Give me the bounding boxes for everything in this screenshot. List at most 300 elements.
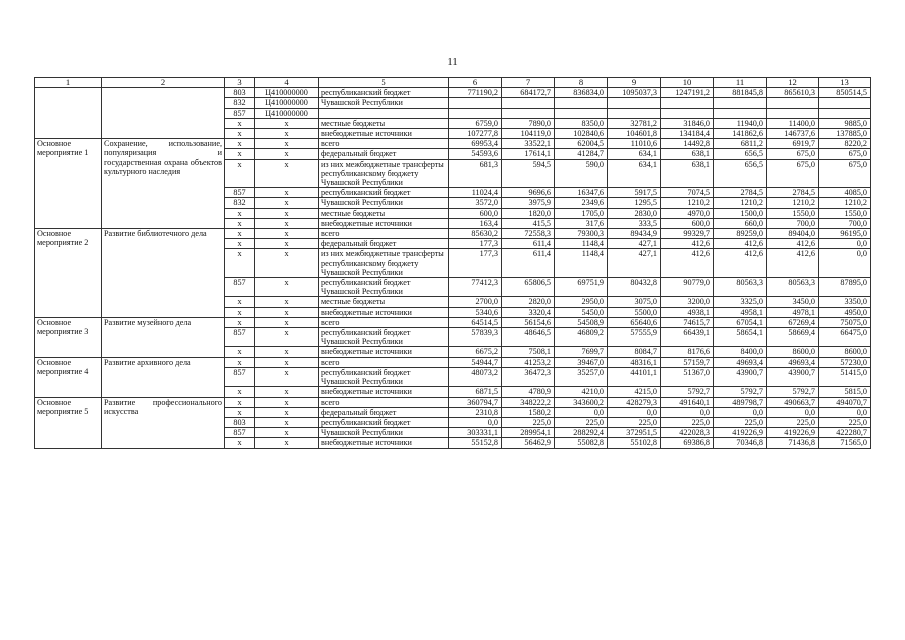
value-cell: 102840,6 xyxy=(555,129,608,139)
event-name-cell: Основное мероприятие 2 xyxy=(35,229,102,318)
code-cell: x xyxy=(225,229,255,239)
value-cell: 56462,9 xyxy=(502,438,555,448)
value-cell: 163,4 xyxy=(449,218,502,228)
classification-cell: x xyxy=(255,307,319,317)
value-cell: 700,0 xyxy=(767,218,819,228)
funding-source-cell: внебюджетные источники xyxy=(319,387,449,397)
value-cell: 1500,0 xyxy=(714,208,767,218)
value-cell: 2784,5 xyxy=(767,188,819,198)
code-cell: 803 xyxy=(225,88,255,98)
value-cell: 317,6 xyxy=(555,218,608,228)
funding-source-cell: всего xyxy=(319,229,449,239)
code-cell: x xyxy=(225,139,255,149)
value-cell: 64514,5 xyxy=(449,317,502,327)
value-cell: 225,0 xyxy=(555,417,608,427)
header-cell-10: 10 xyxy=(661,78,714,88)
funding-source-cell: из них межбюджетные трансферты республиканскому бюджету Чувашской Республики xyxy=(319,249,449,278)
header-cell-2: 2 xyxy=(102,78,225,88)
code-cell: 857 xyxy=(225,188,255,198)
value-cell: 77412,3 xyxy=(449,278,502,297)
value-cell: 74615,7 xyxy=(661,317,714,327)
value-cell: 675,0 xyxy=(767,159,819,188)
funding-source-cell: всего xyxy=(319,357,449,367)
value-cell: 6675,2 xyxy=(449,347,502,357)
event-name-cell: Основное мероприятие 4 xyxy=(35,357,102,397)
value-cell: 41284,7 xyxy=(555,149,608,159)
value-cell: 80563,3 xyxy=(767,278,819,297)
value-cell: 66475,0 xyxy=(819,328,871,347)
value-cell: 4780,9 xyxy=(502,387,555,397)
value-cell: 289954,1 xyxy=(502,428,555,438)
classification-cell: x xyxy=(255,239,319,249)
value-cell: 89434,9 xyxy=(608,229,661,239)
value-cell: 3320,4 xyxy=(502,307,555,317)
funding-source-cell: республиканский бюджет xyxy=(319,417,449,427)
value-cell: 5792,7 xyxy=(767,387,819,397)
funding-source-cell: внебюджетные источники xyxy=(319,307,449,317)
value-cell: 8176,6 xyxy=(661,347,714,357)
code-cell: 832 xyxy=(225,198,255,208)
value-cell: 422280,7 xyxy=(819,428,871,438)
classification-cell: x xyxy=(255,438,319,448)
funding-source-cell: местные бюджеты xyxy=(319,297,449,307)
value-cell xyxy=(661,98,714,108)
value-cell: 3325,0 xyxy=(714,297,767,307)
value-cell: 1247191,2 xyxy=(661,88,714,98)
code-cell: x xyxy=(225,249,255,278)
value-cell: 0,0 xyxy=(449,417,502,427)
classification-cell: x xyxy=(255,428,319,438)
event-name-cell: Основное мероприятие 3 xyxy=(35,317,102,357)
value-cell: 412,6 xyxy=(767,239,819,249)
classification-cell: x xyxy=(255,218,319,228)
value-cell: 634,1 xyxy=(608,159,661,188)
value-cell: 62004,5 xyxy=(555,139,608,149)
value-cell: 14492,8 xyxy=(661,139,714,149)
header-cell-3: 3 xyxy=(225,78,255,88)
code-cell: x xyxy=(225,438,255,448)
funding-source-cell: федеральный бюджет xyxy=(319,407,449,417)
value-cell: 491640,1 xyxy=(661,397,714,407)
value-cell: 684172,7 xyxy=(502,88,555,98)
value-cell: 43900,7 xyxy=(767,367,819,386)
value-cell: 87895,0 xyxy=(819,278,871,297)
value-cell: 55152,8 xyxy=(449,438,502,448)
header-cell-5: 5 xyxy=(319,78,449,88)
value-cell: 343600,2 xyxy=(555,397,608,407)
value-cell: 6871,5 xyxy=(449,387,502,397)
value-cell: 8400,0 xyxy=(714,347,767,357)
code-cell: x xyxy=(225,387,255,397)
value-cell: 57159,7 xyxy=(661,357,714,367)
value-cell: 412,6 xyxy=(661,239,714,249)
value-cell: 4978,1 xyxy=(767,307,819,317)
value-cell: 419226,9 xyxy=(714,428,767,438)
value-cell: 1550,0 xyxy=(819,208,871,218)
funding-source-cell: внебюджетные источники xyxy=(319,347,449,357)
value-cell: 65806,5 xyxy=(502,278,555,297)
value-cell xyxy=(608,98,661,108)
value-cell: 57555,9 xyxy=(608,328,661,347)
value-cell xyxy=(819,108,871,118)
value-cell: 4210,0 xyxy=(555,387,608,397)
value-cell: 0,0 xyxy=(819,239,871,249)
value-cell: 7699,7 xyxy=(555,347,608,357)
event-description-cell: Развитие музейного дела xyxy=(102,317,225,357)
value-cell: 57839,3 xyxy=(449,328,502,347)
value-cell: 146737,6 xyxy=(767,129,819,139)
value-cell: 348222,2 xyxy=(502,397,555,407)
value-cell: 51415,0 xyxy=(819,367,871,386)
header-cell-6: 6 xyxy=(449,78,502,88)
classification-cell: x xyxy=(255,367,319,386)
value-cell: 104119,0 xyxy=(502,129,555,139)
value-cell: 836834,0 xyxy=(555,88,608,98)
value-cell: 5340,6 xyxy=(449,307,502,317)
value-cell: 490663,7 xyxy=(767,397,819,407)
value-cell: 6759,0 xyxy=(449,118,502,128)
value-cell: 177,3 xyxy=(449,239,502,249)
value-cell xyxy=(819,98,871,108)
event-name-cell: Основное мероприятие 5 xyxy=(35,397,102,448)
value-cell: 85630,2 xyxy=(449,229,502,239)
value-cell: 660,0 xyxy=(714,218,767,228)
code-cell: x xyxy=(225,407,255,417)
value-cell: 225,0 xyxy=(819,417,871,427)
value-cell: 422028,3 xyxy=(661,428,714,438)
classification-cell: Ц410000000 xyxy=(255,88,319,98)
classification-cell: x xyxy=(255,387,319,397)
code-cell: x xyxy=(225,118,255,128)
code-cell: x xyxy=(225,159,255,188)
value-cell: 590,0 xyxy=(555,159,608,188)
value-cell: 71565,0 xyxy=(819,438,871,448)
value-cell: 1148,4 xyxy=(555,239,608,249)
code-cell: 857 xyxy=(225,428,255,438)
header-cell-1: 1 xyxy=(35,78,102,88)
budget-table xyxy=(34,77,871,449)
value-cell: 225,0 xyxy=(502,417,555,427)
value-cell: 3450,0 xyxy=(767,297,819,307)
value-cell: 31846,0 xyxy=(661,118,714,128)
value-cell xyxy=(608,108,661,118)
value-cell: 6811,2 xyxy=(714,139,767,149)
value-cell: 8350,0 xyxy=(555,118,608,128)
value-cell: 99329,7 xyxy=(661,229,714,239)
table-row xyxy=(35,397,871,407)
value-cell xyxy=(661,108,714,118)
value-cell: 69386,8 xyxy=(661,438,714,448)
event-name-cell xyxy=(35,88,102,139)
value-cell: 2950,0 xyxy=(555,297,608,307)
value-cell: 412,6 xyxy=(714,239,767,249)
table-row xyxy=(35,357,871,367)
header-cell-11: 11 xyxy=(714,78,767,88)
event-description-cell: Развитие архивного дела xyxy=(102,357,225,397)
header-cell-7: 7 xyxy=(502,78,555,88)
value-cell: 67054,1 xyxy=(714,317,767,327)
value-cell: 4970,0 xyxy=(661,208,714,218)
value-cell: 8220,2 xyxy=(819,139,871,149)
value-cell: 46809,2 xyxy=(555,328,608,347)
value-cell: 90779,0 xyxy=(661,278,714,297)
value-cell: 681,3 xyxy=(449,159,502,188)
funding-source-cell xyxy=(319,108,449,118)
value-cell: 611,4 xyxy=(502,249,555,278)
value-cell xyxy=(714,98,767,108)
value-cell: 288292,4 xyxy=(555,428,608,438)
value-cell: 700,0 xyxy=(819,218,871,228)
table-row xyxy=(35,139,871,149)
value-cell: 72558,3 xyxy=(502,229,555,239)
value-cell: 5500,0 xyxy=(608,307,661,317)
value-cell: 8600,0 xyxy=(819,347,871,357)
classification-cell: x xyxy=(255,407,319,417)
value-cell: 638,1 xyxy=(661,149,714,159)
funding-source-cell: Чувашской Республики xyxy=(319,428,449,438)
code-cell: x xyxy=(225,397,255,407)
value-cell: 89259,0 xyxy=(714,229,767,239)
funding-source-cell: республиканский бюджет Чувашской Республики xyxy=(319,328,449,347)
event-description-cell: Сохранение, использование, популяризация и государственная охрана объектов культурного наследия xyxy=(102,139,225,229)
classification-cell: x xyxy=(255,397,319,407)
value-cell: 4958,1 xyxy=(714,307,767,317)
value-cell: 107277,8 xyxy=(449,129,502,139)
funding-source-cell: Чувашской Республики xyxy=(319,198,449,208)
page-number: 11 xyxy=(447,56,458,68)
funding-source-cell: из них межбюджетные трансферты республиканскому бюджету Чувашской Республики xyxy=(319,159,449,188)
value-cell: 771190,2 xyxy=(449,88,502,98)
funding-source-cell: республиканский бюджет xyxy=(319,188,449,198)
value-cell: 44101,1 xyxy=(608,367,661,386)
value-cell: 427,1 xyxy=(608,239,661,249)
code-cell: x xyxy=(225,357,255,367)
value-cell: 71436,8 xyxy=(767,438,819,448)
value-cell: 80432,8 xyxy=(608,278,661,297)
code-cell: x xyxy=(225,297,255,307)
funding-source-cell: внебюджетные источники xyxy=(319,218,449,228)
value-cell: 3350,0 xyxy=(819,297,871,307)
value-cell: 594,5 xyxy=(502,159,555,188)
value-cell: 55082,8 xyxy=(555,438,608,448)
funding-source-cell: федеральный бюджет xyxy=(319,149,449,159)
classification-cell: x xyxy=(255,129,319,139)
value-cell: 80563,3 xyxy=(714,278,767,297)
value-cell: 0,0 xyxy=(819,249,871,278)
value-cell: 1210,2 xyxy=(819,198,871,208)
value-cell xyxy=(767,98,819,108)
value-cell: 1820,0 xyxy=(502,208,555,218)
value-cell: 303331,1 xyxy=(449,428,502,438)
table-row xyxy=(35,317,871,327)
value-cell: 7074,5 xyxy=(661,188,714,198)
header-cell-13: 13 xyxy=(819,78,871,88)
value-cell: 675,0 xyxy=(819,149,871,159)
value-cell: 412,6 xyxy=(661,249,714,278)
value-cell: 4085,0 xyxy=(819,188,871,198)
header-row xyxy=(35,78,871,88)
value-cell: 1295,5 xyxy=(608,198,661,208)
value-cell: 225,0 xyxy=(767,417,819,427)
code-cell: x xyxy=(225,307,255,317)
value-cell: 865610,3 xyxy=(767,88,819,98)
funding-source-cell: внебюджетные источники xyxy=(319,438,449,448)
value-cell: 0,0 xyxy=(555,407,608,417)
value-cell: 36472,3 xyxy=(502,367,555,386)
code-cell: 803 xyxy=(225,417,255,427)
value-cell: 333,5 xyxy=(608,218,661,228)
value-cell: 4950,0 xyxy=(819,307,871,317)
code-cell: x xyxy=(225,208,255,218)
classification-cell: x xyxy=(255,159,319,188)
classification-cell: Ц410000000 xyxy=(255,108,319,118)
value-cell: 2700,0 xyxy=(449,297,502,307)
value-cell xyxy=(714,108,767,118)
value-cell: 48646,5 xyxy=(502,328,555,347)
funding-source-cell: республиканский бюджет xyxy=(319,88,449,98)
value-cell: 11940,0 xyxy=(714,118,767,128)
code-cell: x xyxy=(225,149,255,159)
funding-source-cell: всего xyxy=(319,397,449,407)
header-cell-4: 4 xyxy=(255,78,319,88)
value-cell: 1210,2 xyxy=(767,198,819,208)
value-cell: 489798,7 xyxy=(714,397,767,407)
value-cell: 58654,1 xyxy=(714,328,767,347)
value-cell: 881845,8 xyxy=(714,88,767,98)
value-cell: 634,1 xyxy=(608,149,661,159)
value-cell xyxy=(555,98,608,108)
code-cell: 857 xyxy=(225,328,255,347)
classification-cell: x xyxy=(255,149,319,159)
value-cell: 11400,0 xyxy=(767,118,819,128)
value-cell: 225,0 xyxy=(608,417,661,427)
value-cell: 2820,0 xyxy=(502,297,555,307)
value-cell: 57230,0 xyxy=(819,357,871,367)
value-cell: 372951,5 xyxy=(608,428,661,438)
value-cell xyxy=(502,98,555,108)
value-cell: 3975,9 xyxy=(502,198,555,208)
value-cell: 8600,0 xyxy=(767,347,819,357)
value-cell: 43900,7 xyxy=(714,367,767,386)
value-cell: 134184,4 xyxy=(661,129,714,139)
value-cell: 3200,0 xyxy=(661,297,714,307)
value-cell: 419226,9 xyxy=(767,428,819,438)
funding-source-cell: местные бюджеты xyxy=(319,118,449,128)
value-cell: 75075,0 xyxy=(819,317,871,327)
value-cell: 49693,4 xyxy=(767,357,819,367)
value-cell: 412,6 xyxy=(714,249,767,278)
value-cell: 6919,7 xyxy=(767,139,819,149)
code-cell: x xyxy=(225,317,255,327)
value-cell: 69751,9 xyxy=(555,278,608,297)
value-cell: 104601,8 xyxy=(608,129,661,139)
classification-cell: x xyxy=(255,317,319,327)
value-cell: 56154,6 xyxy=(502,317,555,327)
classification-cell: x xyxy=(255,297,319,307)
classification-cell: x xyxy=(255,208,319,218)
value-cell xyxy=(555,108,608,118)
value-cell: 5917,5 xyxy=(608,188,661,198)
event-description-cell xyxy=(102,88,225,139)
funding-source-cell: внебюджетные источники xyxy=(319,129,449,139)
value-cell: 65640,6 xyxy=(608,317,661,327)
value-cell: 4215,0 xyxy=(608,387,661,397)
value-cell: 96195,0 xyxy=(819,229,871,239)
value-cell: 39467,0 xyxy=(555,357,608,367)
value-cell: 0,0 xyxy=(767,407,819,417)
value-cell: 5450,0 xyxy=(555,307,608,317)
value-cell: 1550,0 xyxy=(767,208,819,218)
value-cell: 850514,5 xyxy=(819,88,871,98)
value-cell: 494070,7 xyxy=(819,397,871,407)
value-cell: 41253,2 xyxy=(502,357,555,367)
value-cell: 55102,8 xyxy=(608,438,661,448)
code-cell: 857 xyxy=(225,278,255,297)
value-cell: 177,3 xyxy=(449,249,502,278)
header-cell-9: 9 xyxy=(608,78,661,88)
value-cell: 1210,2 xyxy=(714,198,767,208)
value-cell: 51367,0 xyxy=(661,367,714,386)
funding-source-cell: всего xyxy=(319,139,449,149)
value-cell: 7890,0 xyxy=(502,118,555,128)
value-cell: 89404,0 xyxy=(767,229,819,239)
classification-cell: x xyxy=(255,249,319,278)
value-cell: 48316,1 xyxy=(608,357,661,367)
classification-cell: x xyxy=(255,357,319,367)
funding-source-cell: Чувашской Республики xyxy=(319,98,449,108)
value-cell: 67269,4 xyxy=(767,317,819,327)
value-cell: 1095037,3 xyxy=(608,88,661,98)
value-cell: 11010,6 xyxy=(608,139,661,149)
value-cell: 2830,0 xyxy=(608,208,661,218)
value-cell: 9696,6 xyxy=(502,188,555,198)
value-cell: 428279,3 xyxy=(608,397,661,407)
value-cell: 16347,6 xyxy=(555,188,608,198)
value-cell: 2784,5 xyxy=(714,188,767,198)
funding-source-cell: федеральный бюджет xyxy=(319,239,449,249)
value-cell: 54944,7 xyxy=(449,357,502,367)
value-cell: 35257,0 xyxy=(555,367,608,386)
funding-source-cell: республиканский бюджет Чувашской Республики xyxy=(319,367,449,386)
value-cell: 137885,0 xyxy=(819,129,871,139)
value-cell: 2310,8 xyxy=(449,407,502,417)
value-cell: 1705,0 xyxy=(555,208,608,218)
value-cell: 48073,2 xyxy=(449,367,502,386)
code-cell: x xyxy=(225,218,255,228)
value-cell: 225,0 xyxy=(661,417,714,427)
classification-cell: x xyxy=(255,229,319,239)
value-cell: 5792,7 xyxy=(714,387,767,397)
header-cell-8: 8 xyxy=(555,78,608,88)
value-cell xyxy=(767,108,819,118)
value-cell: 5815,0 xyxy=(819,387,871,397)
code-cell: x xyxy=(225,347,255,357)
value-cell: 0,0 xyxy=(714,407,767,417)
classification-cell: x xyxy=(255,347,319,357)
value-cell: 70346,8 xyxy=(714,438,767,448)
value-cell: 66439,1 xyxy=(661,328,714,347)
value-cell: 600,0 xyxy=(449,208,502,218)
classification-cell: x xyxy=(255,328,319,347)
classification-cell: x xyxy=(255,188,319,198)
funding-source-cell: местные бюджеты xyxy=(319,208,449,218)
value-cell: 54508,9 xyxy=(555,317,608,327)
value-cell: 54593,6 xyxy=(449,149,502,159)
value-cell: 656,5 xyxy=(714,149,767,159)
value-cell: 9885,0 xyxy=(819,118,871,128)
classification-cell: x xyxy=(255,278,319,297)
funding-source-cell: всего xyxy=(319,317,449,327)
